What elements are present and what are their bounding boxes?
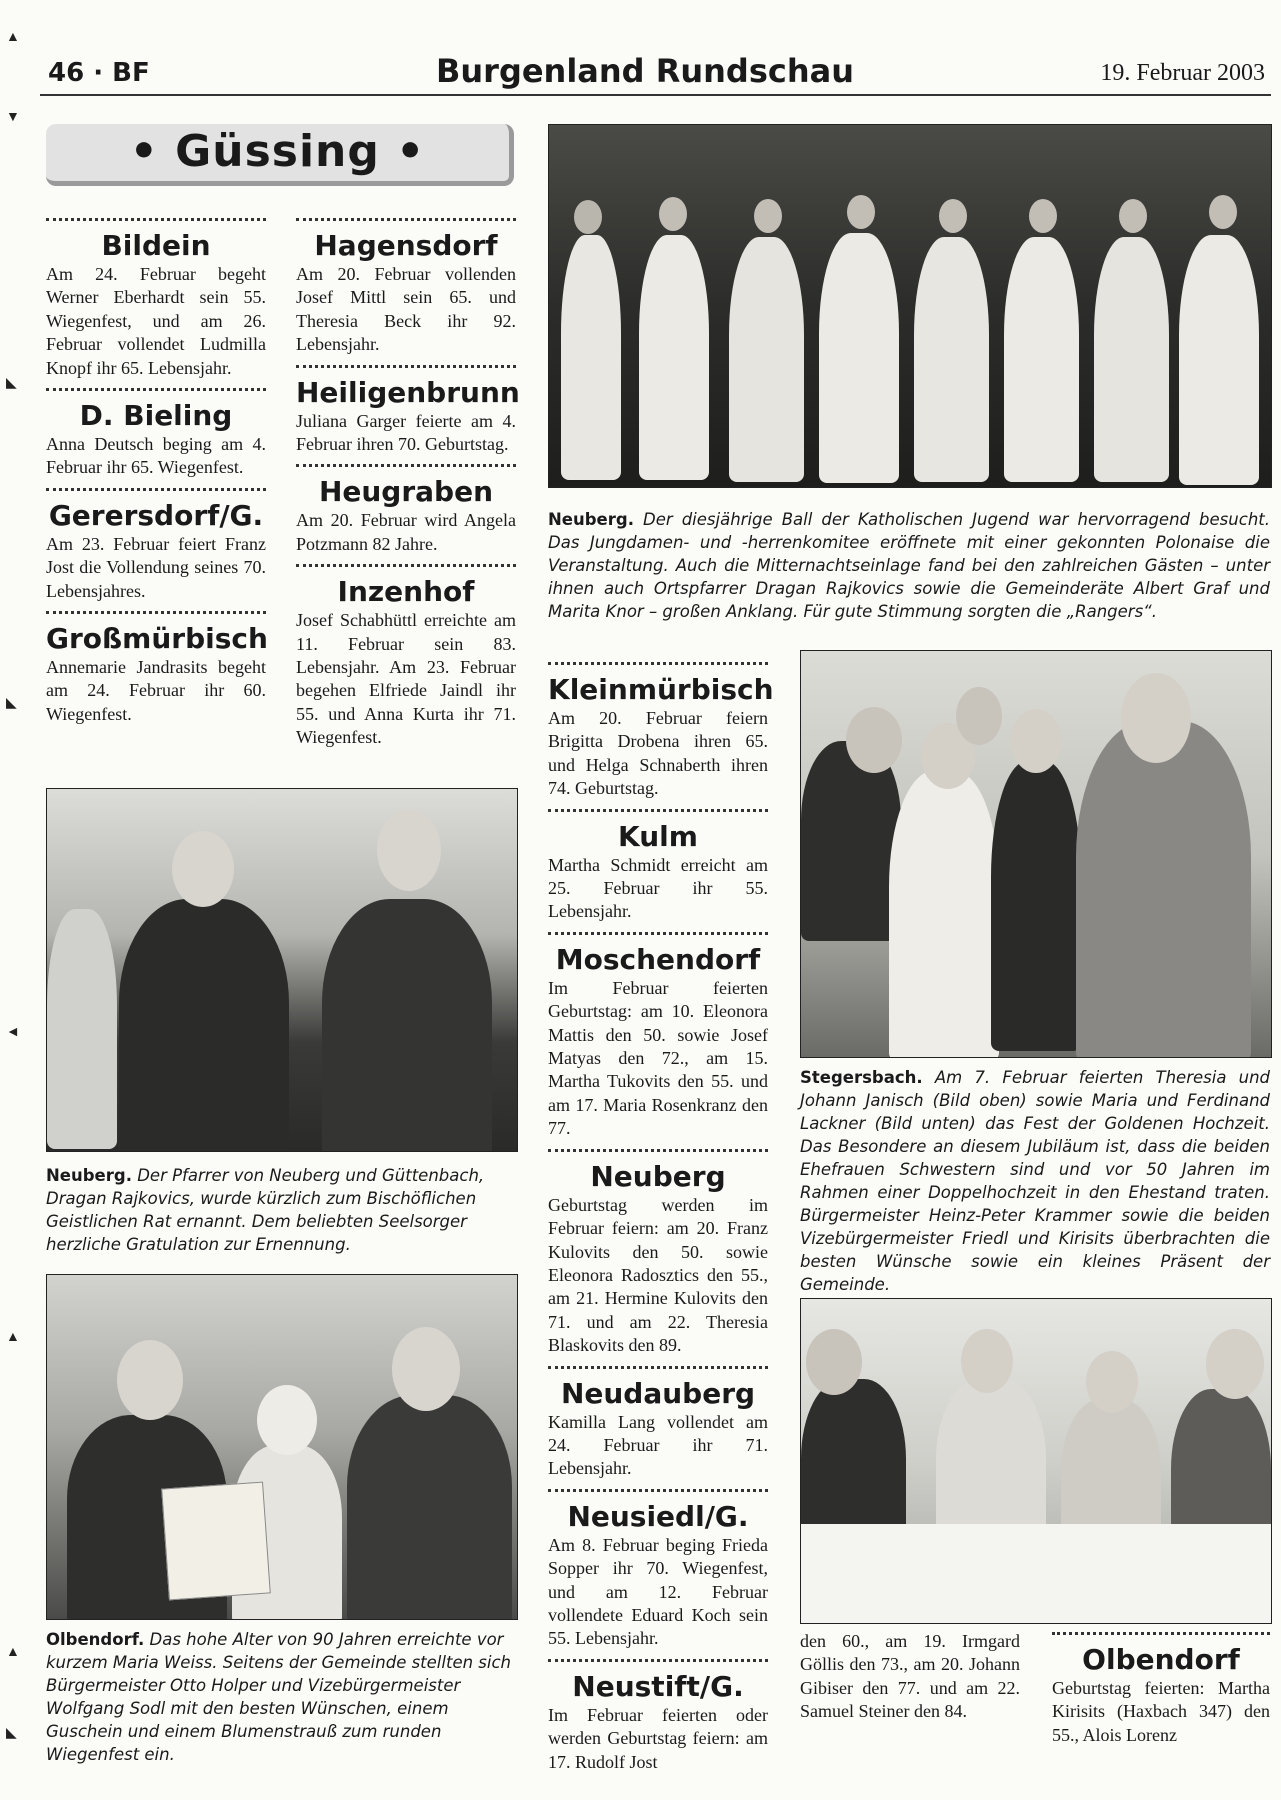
article-text: Kamilla Lang vollendet am 24. Februar ihr 71. Lebensjahr. — [548, 1411, 768, 1479]
article-text: Am 24. Februar begeht Werner Eberhardt sein 55. Wiegenfest, und am 26. Februar vollendet Ludmilla Knopf ihr 65. Lebensjahr. — [46, 264, 266, 378]
caption-text: Am 7. Februar feierten Theresia und Johann Janisch (Bild oben) sowie Maria und Ferdinand Lackner (Bild unten) das Fest der Goldenen Hochzeit. Das Besondere an diesem Jubiläum ist, dass die beiden Ehefrauen Schwestern sind und vor 50 Jahren im Rahmen einer Doppelhochzeit in den Ehestand traten. Bürgermeister Heinz-Peter Krammer sowie die beiden Vizebürgermeister Friedl und Kirisits überbrachten die besten Wünsche sowie ein kleines Präsent der Gemeinde. — [800, 1068, 1270, 1294]
margin-mark: ◣ — [6, 376, 17, 391]
caption-place: Olbendorf. — [46, 1630, 145, 1649]
article-text: Geburtstag werden im Februar feiern: am 20. Franz Kulovits den 50. sowie Eleonora Radosztics den 55., am 21. Hermine Kulovits den 71. und am 22. Theresia Blaskovits den 89. — [548, 1194, 768, 1356]
newspaper-title: Burgenland Rundschau — [435, 52, 854, 90]
column-5 — [1052, 1632, 1270, 1747]
article-text: Am 20. Februar vollenden Josef Mittl sein 65. und Theresia Beck ihr 92. Lebensjahr. — [296, 264, 516, 355]
article-heading: Neudauberg — [560, 1376, 756, 1410]
article-inzenhof — [296, 564, 516, 749]
caption-text: Der Pfarrer von Neuberg und Güttenbach, Dragan Rajkovics, wurde kürzlich zum Bischöflichen Geistlichen Rat ernannt. Dem beliebten Seelsorger herzliche Gratulation zur Ernennung. — [46, 1166, 485, 1254]
article-heading: Heiligenbrunn — [296, 375, 520, 409]
ball-caption — [548, 508, 1270, 623]
ball-photo — [548, 124, 1272, 488]
article-neudauberg — [548, 1366, 768, 1481]
article-bildein — [46, 218, 266, 380]
margin-mark: ◣ — [6, 1726, 17, 1741]
stegersbach-caption — [800, 1066, 1270, 1296]
article-heading: Hagensdorf — [314, 229, 498, 262]
olbendorf-photo — [46, 1274, 518, 1620]
article-olbendorf — [1052, 1632, 1270, 1747]
page-number: 46 · BF — [48, 58, 150, 88]
article-heading: Gerersdorf/G. — [48, 498, 264, 532]
article-neusiedl — [548, 1489, 768, 1651]
article-moschendorf — [548, 932, 768, 1141]
olbendorf-caption — [46, 1628, 516, 1766]
article-heiligenbrunn — [296, 365, 520, 457]
article-heading: Bildein — [101, 229, 211, 262]
article-heading: Großmürbisch — [46, 622, 268, 656]
column-1 — [46, 218, 266, 726]
article-grossmuerbisch — [46, 611, 266, 726]
column-3 — [548, 662, 774, 1774]
article-gerersdorf — [46, 488, 266, 603]
margin-mark: ◣ — [6, 696, 17, 711]
article-hagensdorf — [296, 218, 516, 357]
article-heading: Neustift/G. — [572, 1669, 744, 1703]
column-4-continuation — [800, 1630, 1020, 1724]
article-text: Am 20. Februar feiern Brigitta Drobena ihren 65. und Helga Schnaberth ihren 74. Geburtstag. — [548, 708, 768, 799]
margin-mark: ◄ — [6, 1025, 20, 1040]
article-text: Im Februar feierten Geburtstag: am 10. Eleonora Mattis den 50. sowie Josef Matyas den 72., am 15. Martha Tukovits den 55. und am 17. Maria Rosenkranz den 77. — [548, 977, 768, 1139]
article-heading: Kleinmürbisch — [548, 673, 774, 706]
article-heading: Neuberg — [590, 1159, 726, 1193]
article-text: Juliana Garger feierte am 4. Februar ihren 70. Geburtstag. — [296, 410, 516, 455]
article-text: Anna Deutsch beging am 4. Februar ihr 65. Wiegenfest. — [46, 434, 266, 478]
caption-place: Neuberg. — [548, 510, 634, 529]
article-neustift — [548, 1659, 768, 1774]
article-text: Am 8. Februar beging Frieda Sopper ihr 70. Wiegenfest, und am 12. Februar vollendete Eduard Koch sein 55. Lebensjahr. — [548, 1534, 768, 1649]
article-text: den 60., am 19. Irmgard Göllis den 73., am 20. Johann Gibiser den 77. und am 22. Samuel Steiner den 84. — [800, 1631, 1020, 1722]
margin-mark: ▲ — [6, 1330, 20, 1345]
column-2 — [296, 218, 520, 750]
article-heading: Olbendorf — [1082, 1643, 1240, 1676]
article-text: Annemarie Jandrasits begeht am 24. Februar ihr 60. Wiegenfest. — [46, 657, 266, 724]
article-kleinmuerbisch — [548, 662, 774, 801]
article-heading: D. Bieling — [79, 399, 233, 433]
header-rule — [40, 94, 1271, 96]
section-title: • Güssing • — [46, 124, 514, 186]
article-text: Im Februar feierten oder werden Geburtstag feiern: am 17. Rudolf Jost — [548, 1704, 768, 1772]
article-text: Geburtstag feierten: Martha Kirisits (Haxbach 347) den 55., Alois Lorenz — [1052, 1678, 1270, 1745]
margin-mark: ▲ — [6, 30, 20, 45]
article-heading: Neusiedl/G. — [567, 1499, 749, 1533]
pfarrer-caption — [46, 1164, 516, 1256]
issue-date: 19. Februar 2003 — [1100, 60, 1265, 86]
stegersbach-photo-top — [800, 650, 1272, 1058]
article-heading: Kulm — [618, 819, 698, 853]
article-heading: Inzenhof — [337, 575, 475, 609]
caption-place: Stegersbach. — [800, 1068, 923, 1087]
article-kulm — [548, 809, 768, 924]
article-neuberg — [548, 1149, 768, 1358]
article-text: Josef Schabhüttl erreichte am 11. Februar sein 83. Lebensjahr. Am 23. Februar begehen Elfriede Jaindl ihr 55. und Anna Kurta ihr 71. Wiegenfest. — [296, 610, 516, 748]
stegersbach-photo-bottom — [800, 1298, 1272, 1624]
article-heugraben — [296, 464, 516, 556]
margin-mark: ▲ — [6, 1645, 20, 1660]
pfarrer-photo — [46, 788, 518, 1152]
article-text: Martha Schmidt erreicht am 25. Februar ihr 55. Lebensjahr. — [548, 854, 768, 922]
article-d-bieling — [46, 388, 266, 480]
margin-mark: ▼ — [6, 110, 20, 125]
article-text: Am 20. Februar wird Angela Potzmann 82 Jahre. — [296, 510, 516, 554]
caption-text: Der diesjährige Ball der Katholischen Jugend war hervorragend besucht. Das Jungdamen- und -herrenkomitee eröffnete mit einer gekonnten Polonaise die Veranstaltung. Auch die Mitternachtseinlage fand bei den zahlreichen Gästen – unter ihnen auch Ortspfarrer Dragan Rajkovics sowie die Gemeinderäte Albert Graf und Marita Knor – großen Anklang. Für gute Stimmung sorgten die „Rangers“. — [548, 510, 1270, 621]
article-heading: Heugraben — [318, 475, 494, 509]
article-text: Am 23. Februar feiert Franz Jost die Vollendung seines 70. Lebensjahres. — [46, 533, 266, 601]
caption-place: Neuberg. — [46, 1166, 132, 1185]
article-heading: Moschendorf — [555, 942, 761, 976]
caption-text: Das hohe Alter von 90 Jahren erreichte vor kurzem Maria Weiss. Seitens der Gemeinde stellten sich Bürgermeister Otto Holper und Vizebürgermeister Wolfgang Sodl mit den besten Wünschen, einem Guschein und einem Blumenstrauß zum runden Wiegenfest ein. — [46, 1630, 512, 1764]
